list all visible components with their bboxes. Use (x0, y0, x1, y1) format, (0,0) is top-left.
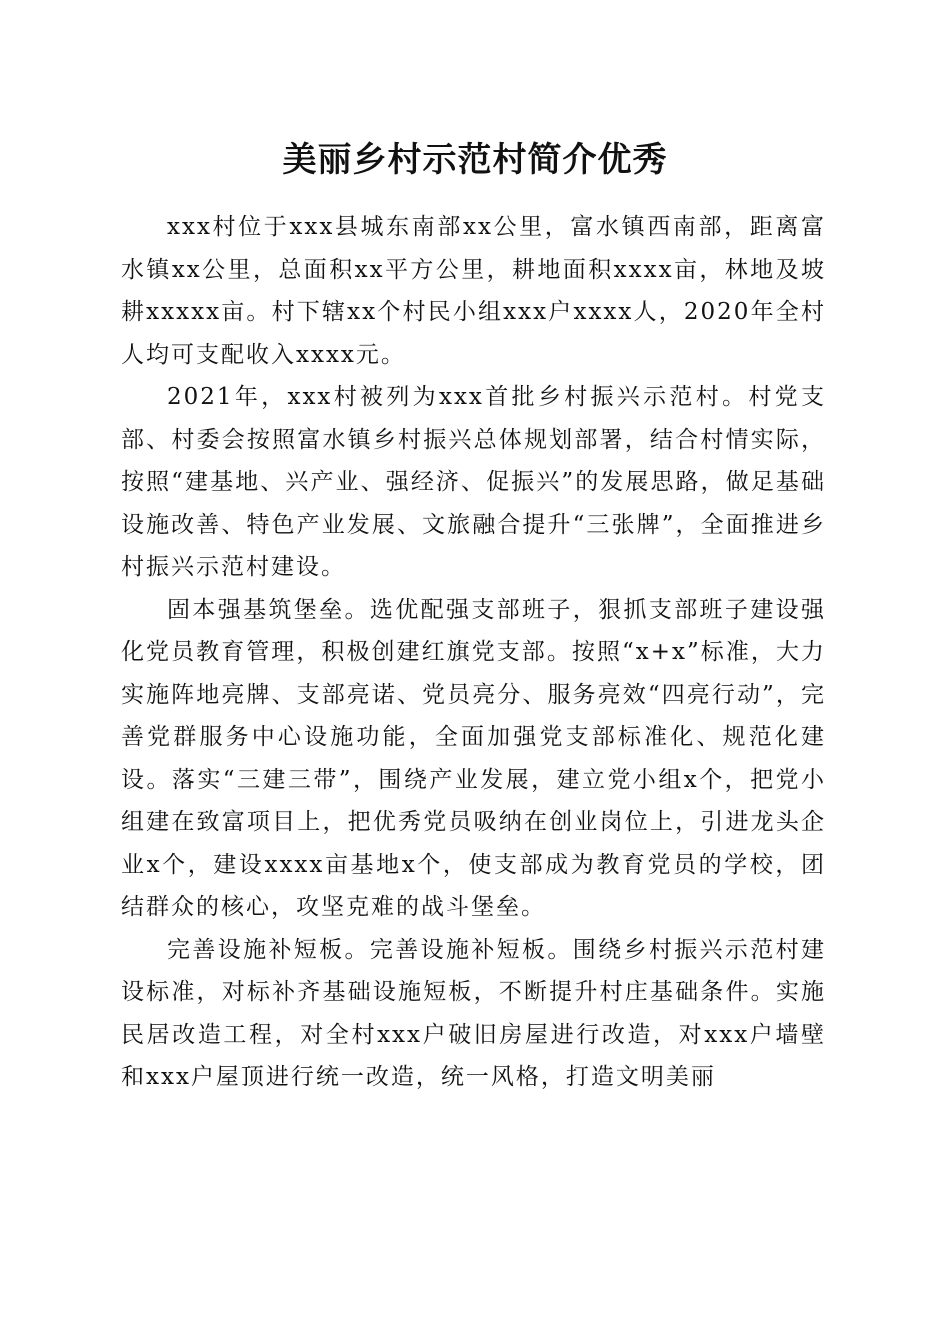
paragraph-infrastructure: 完善设施补短板。完善设施补短板。围绕乡村振兴示范村建设标准，对标补齐基础设施短板，不断提升村庄基础条件。实施民居改造工程，对全村xxx户破旧房屋进行改造，对xxx户墙壁和xxx户屋顶进行统一改造，统一风格，打造文明美丽 (121, 936, 826, 1090)
paragraph-party-building: 固本强基筑堡垒。选优配强支部班子，狠抓支部班子建设强化党员教育管理，积极创建红旗党支部。按照“x+x”标准，大力实施阵地亮牌、支部亮诺、党员亮分、服务亮效“四亮行动”，完善党群服务中心设施功能，全面加强党支部标准化、规范化建设。落实“三建三带”，围绕产业发展，建立党小组x个，把党小组建在致富项目上，把优秀党员吸纳在创业岗位上，引进龙头企业x个，建设xxxx亩基地x个，使支部成为教育党员的学校，团结群众的核心，攻坚克难的战斗堡垒。 (121, 596, 826, 920)
paragraph-village-overview: xxx村位于xxx县城东南部xx公里，富水镇西南部，距离富水镇xx公里，总面积xx平方公里，耕地面积xxxx亩，林地及坡耕xxxxx亩。村下辖xx个村民小组xxx户xxxx人，2020年全村人均可支配收入xxxx元。 (121, 214, 826, 368)
document-body (121, 206, 826, 1099)
paragraph-demonstration-village: 2021年，xxx村被列为xxx首批乡村振兴示范村。村党支部、村委会按照富水镇乡村振兴总体规划部署，结合村情实际，按照“建基地、兴产业、强经济、促振兴”的发展思路，做足基础设施改善、特色产业发展、文旅融合提升“三张牌”，全面推进乡村振兴示范村建设。 (121, 384, 826, 580)
document-title: 美丽乡村示范村简介优秀 (282, 140, 668, 180)
